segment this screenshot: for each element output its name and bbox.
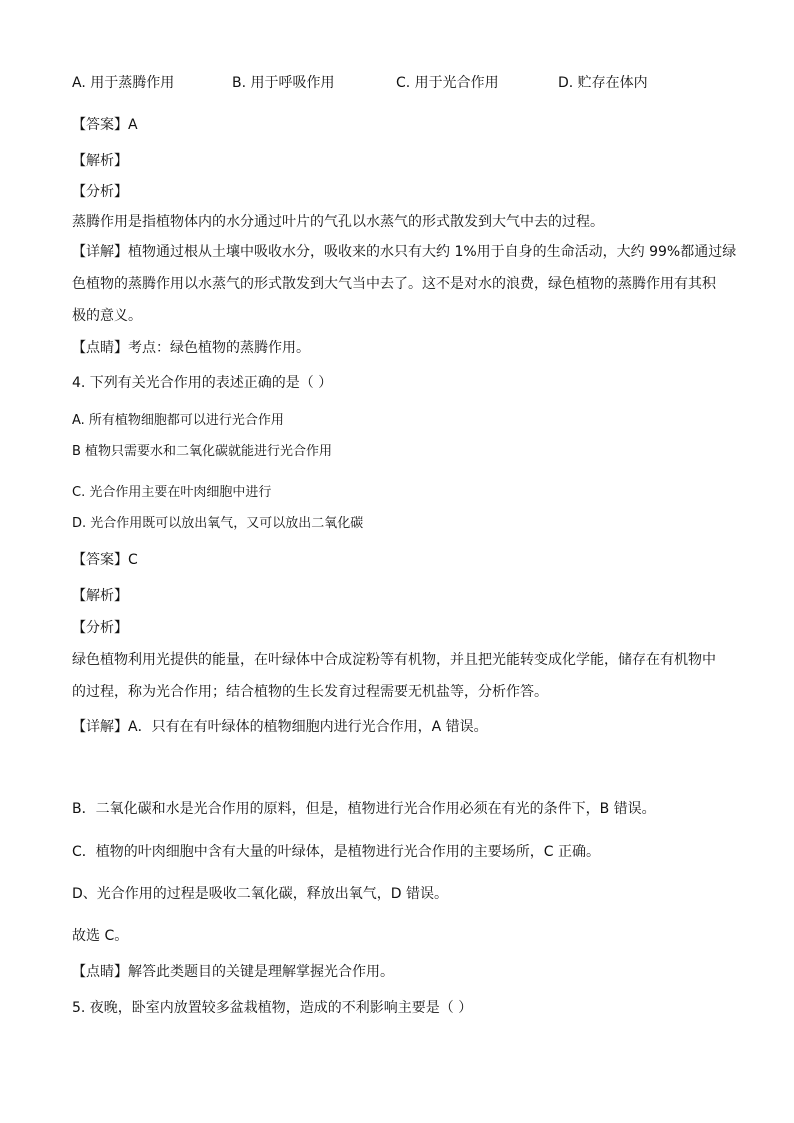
q4-option-b: B 植物只需要水和二氧化碳就能进行光合作用 — [72, 444, 333, 459]
q4-fenxi-line-1: 绿色植物利用光提供的能量，在叶绿体中合成淀粉等有机物，并且把光能转变成化学能，储存在有机物中 — [72, 652, 716, 668]
q3-fenxi-text: 蒸腾作用是指植物体内的水分通过叶片的气孔以水蒸气的形式散发到大气中去的过程。 — [72, 214, 604, 230]
q3-detail-line-2: 色植物的蒸腾作用以水蒸气的形式散发到大气当中去了。这不是对水的浪费，绿色植物的蒸腾作用有其积 — [72, 276, 716, 292]
q3-analysis-heading: 【解析】 — [72, 153, 128, 169]
q4-option-c: C. 光合作用主要在叶肉细胞中进行 — [72, 485, 272, 500]
q4-fenxi-line-2: 的过程，称为光合作用；结合植物的生长发育过程需要无机盐等，分析作答。 — [72, 684, 548, 700]
q3-option-a: A. 用于蒸腾作用 — [72, 75, 175, 91]
q4-detail-d: D、光合作用的过程是吸收二氧化碳，释放出氧气，D 错误。 — [72, 886, 449, 902]
q3-option-d: D. 贮存在体内 — [558, 75, 648, 91]
q4-option-a: A. 所有植物细胞都可以进行光合作用 — [72, 413, 284, 428]
q4-choose: 故选 C。 — [72, 928, 129, 944]
q4-answer: 【答案】C — [72, 552, 138, 568]
q4-option-d: D. 光合作用既可以放出氧气，又可以放出二氧化碳 — [72, 516, 364, 531]
q4-fenxi-label: 【分析】 — [72, 620, 128, 636]
q3-dianjing: 【点睛】考点：绿色植物的蒸腾作用。 — [72, 340, 310, 356]
q4-detail-c: C．植物的叶肉细胞中含有大量的叶绿体，是植物进行光合作用的主要场所，C 正确。 — [72, 844, 600, 860]
q3-detail-line-3: 极的意义。 — [72, 308, 142, 324]
q3-option-b: B. 用于呼吸作用 — [232, 75, 335, 91]
q4-detail-a: 【详解】A．只有在有叶绿体的植物细胞内进行光合作用，A 错误。 — [72, 719, 488, 735]
q3-detail-line-1: 【详解】植物通过根从土壤中吸收水分，吸收来的水只有大约 1%用于自身的生命活动，大约 99%都通过绿 — [72, 244, 737, 260]
q5-stem: 5. 夜晚，卧室内放置较多盆栽植物，造成的不利影响主要是（ ） — [72, 1000, 473, 1016]
q4-detail-b: B．二氧化碳和水是光合作用的原料，但是，植物进行光合作用必须在有光的条件下，B 错误。 — [72, 801, 656, 817]
q4-dianjing: 【点睛】解答此类题目的关键是理解掌握光合作用。 — [72, 964, 394, 980]
q3-fenxi-label: 【分析】 — [72, 184, 128, 200]
q3-answer: 【答案】A — [72, 117, 138, 133]
q3-option-c: C. 用于光合作用 — [396, 75, 499, 91]
q4-analysis-heading: 【解析】 — [72, 588, 128, 604]
q4-stem: 4. 下列有关光合作用的表述正确的是（ ） — [72, 375, 333, 391]
